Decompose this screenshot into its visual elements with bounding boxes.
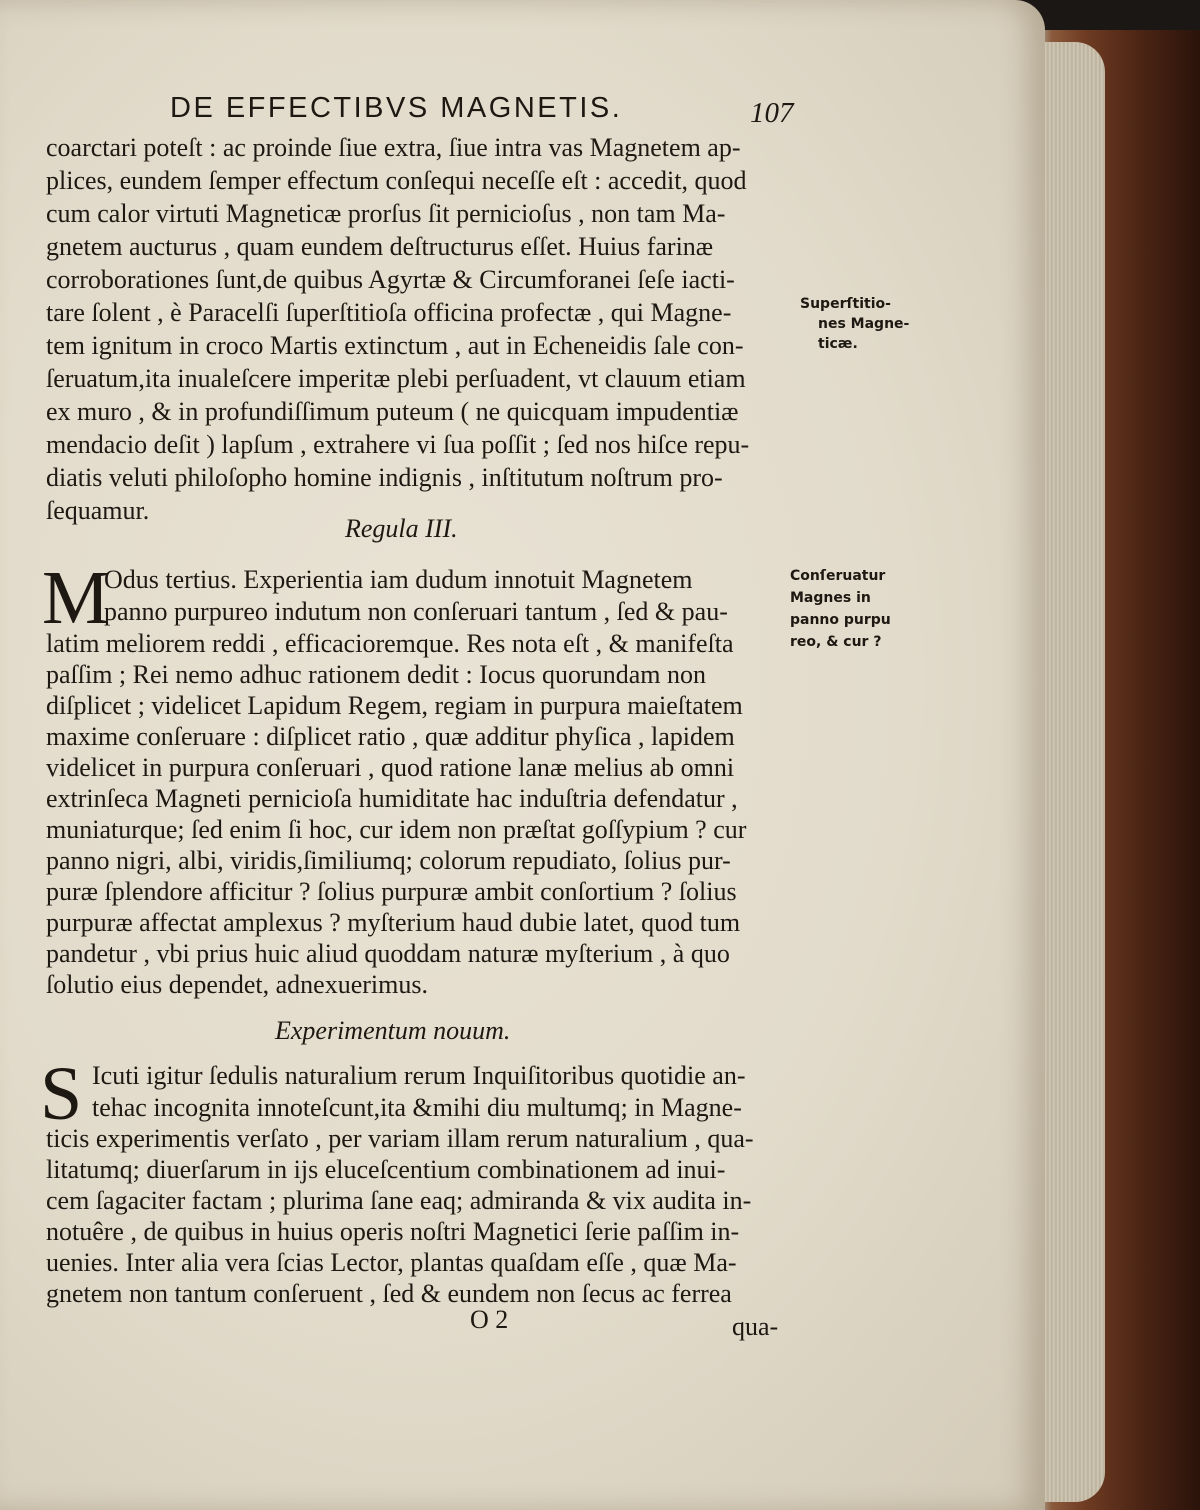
text-line: uenies. Inter alia vera ſcias Lector, plantas quaſdam eſſe , quæ Ma- bbox=[46, 1248, 737, 1277]
margin-note-line: ticæ. bbox=[818, 336, 858, 352]
margin-note-line: reo, & cur ? bbox=[790, 634, 882, 650]
text-line: gnetem aucturus , quam eundem deſtructurus eſſet. Huius farinæ bbox=[46, 232, 714, 261]
text-line: tem ignitum in croco Martis extinctum , aut in Echeneidis ſale con- bbox=[46, 331, 744, 360]
margin-note-line: nes Magne- bbox=[818, 316, 910, 332]
page-number: 107 bbox=[750, 97, 794, 129]
text-line: tehac incognita innoteſcunt,ita &mihi diu multumq; in Magne- bbox=[92, 1093, 742, 1122]
text-line: muniaturque; ſed enim ſi hoc, cur idem non præſtat goſſypium ? cur bbox=[46, 815, 747, 844]
drop-cap: S bbox=[40, 1052, 83, 1136]
text-line: pandetur , vbi prius huic aliud quoddam naturæ myſterium , à quo bbox=[46, 939, 730, 968]
margin-note-line: panno purpu bbox=[790, 612, 891, 628]
text-line: plices, eundem ſemper effectum conſequi neceſſe eſt : accedit, quod bbox=[46, 166, 747, 195]
margin-note-line: Superſtitio- bbox=[800, 296, 891, 312]
text-line: ſolutio eius dependet, adnexuerimus. bbox=[46, 970, 428, 999]
text-line: diatis veluti philoſopho homine indignis , inſtitutum noſtrum pro- bbox=[46, 463, 723, 492]
running-head: DE EFFECTIBVS MAGNETIS. bbox=[170, 92, 623, 124]
catchword: qua- bbox=[732, 1312, 779, 1341]
text-line: puræ ſplendore afficitur ? ſolius purpuræ ambit conſortium ? ſolius bbox=[46, 877, 737, 906]
text-line: gnetem non tantum conſeruent , ſed & eundem non ſecus ac ferrea bbox=[46, 1279, 732, 1308]
text-line: Icuti igitur ſedulis naturalium rerum Inquiſitoribus quotidie an- bbox=[92, 1061, 746, 1090]
text-line: tare ſolent , è Paracelſi ſuperſtitioſa officina profectæ , qui Magne- bbox=[46, 298, 732, 327]
text-line: cem ſagaciter factam ; plurima ſane eaq; admiranda & vix audita in- bbox=[46, 1186, 752, 1215]
text-line: diſplicet ; videlicet Lapidum Regem, regiam in purpura maieſtatem bbox=[46, 691, 743, 720]
text-line: extrinſeca Magneti pernicioſa humiditate hac induſtria defendatur , bbox=[46, 784, 738, 813]
text-line: purpuræ affectat amplexus ? myſterium haud dubie latet, quod tum bbox=[46, 908, 741, 937]
text-line: litatumq; diuerſarum in ijs eluceſcentium combinationem ad inui- bbox=[46, 1155, 726, 1184]
text-line: notuêre , de quibus in huius operis noſtri Magnetici ſerie paſſim in- bbox=[46, 1217, 740, 1246]
text-line: paſſim ; Rei nemo adhuc rationem dedit : Iocus quorundam non bbox=[46, 660, 706, 689]
margin-note-line: Conſeruatur bbox=[790, 568, 886, 584]
text-line: ticis experimentis verſato , per variam illam rerum naturalium , qua- bbox=[46, 1124, 754, 1153]
text-line: corroborationes ſunt,de quibus Agyrtæ & Circumforanei ſeſe iacti- bbox=[46, 265, 735, 294]
text-line: panno nigri, albi, viridis,ſimiliumq; colorum repudiato, ſolius pur- bbox=[46, 846, 731, 875]
signature-mark: O 2 bbox=[470, 1305, 509, 1334]
text-line: coarctari poteſt : ac proinde ſiue extra, ſiue intra vas Magnetem ap- bbox=[46, 133, 741, 162]
text-line: videlicet in purpura conſeruari , quod ratione lanæ melius ab omni bbox=[46, 753, 735, 782]
text-line: ex muro , & in profundiſſimum puteum ( ne quicquam impudentiæ bbox=[46, 397, 739, 426]
margin-note-line: Magnes in bbox=[790, 590, 871, 606]
text-line: Odus tertius. Experientia iam dudum innotuit Magnetem bbox=[104, 565, 693, 594]
text-line: ſequamur. bbox=[46, 496, 150, 525]
text-line: maxime conſeruare : diſplicet ratio , quæ additur phyſica , lapidem bbox=[46, 722, 735, 751]
text-line: cum calor virtuti Magneticæ prorſus ſit pernicioſus , non tam Ma- bbox=[46, 199, 726, 228]
text-line: panno purpureo indutum non conſeruari tantum , ſed & pau- bbox=[104, 597, 728, 626]
text-line: latim meliorem reddi , efficacioremque. Res nota eſt , & manifeſta bbox=[46, 629, 734, 658]
text-line: mendacio deſit ) lapſum , extrahere vi ſua poſſit ; ſed nos hiſce repu- bbox=[46, 430, 750, 459]
section-heading-experimentum: Experimentum nouum. bbox=[275, 1016, 511, 1045]
drop-cap: M bbox=[42, 556, 110, 640]
section-heading-regula: Regula III. bbox=[345, 514, 458, 543]
text-line: ſeruatum,ita inualeſcere imperitæ plebi perſuadent, vt clauum etiam bbox=[46, 364, 746, 393]
